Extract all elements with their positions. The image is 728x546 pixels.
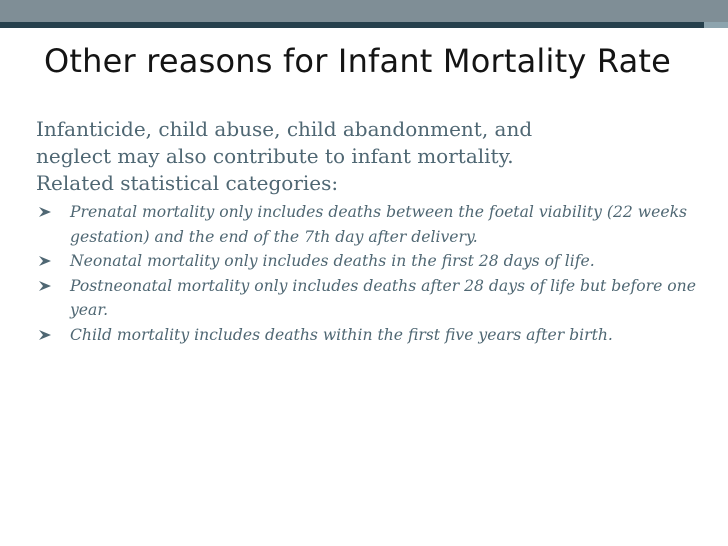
arrowhead-bullet-icon [38,274,60,292]
bullet-text: Postneonatal mortality only includes deaths after 28 days of life but before one year. [70,276,696,319]
intro-line: neglect may also contribute to infant mortality. [36,144,514,168]
accent-stripe [0,22,728,28]
list-item [36,274,696,323]
slide-body [36,116,696,347]
bullet-list [36,200,696,347]
intro-line: Infanticide, child abuse, child abandonment, and [36,117,533,141]
arrowhead-bullet-icon [38,249,60,267]
header-bar [0,0,728,22]
list-item [36,323,696,348]
bullet-text: Neonatal mortality only includes deaths in the first 28 days of life. [70,252,595,270]
arrowhead-bullet-icon [38,323,60,341]
list-item [36,200,696,249]
slide-title: Other reasons for Infant Mortality Rate [44,42,672,80]
intro-line: Related statistical categories: [36,171,339,195]
bullet-text: Child mortality includes deaths within the first five years after birth. [70,325,613,344]
intro-paragraph [36,116,696,197]
list-item [36,249,696,274]
arrowhead-bullet-icon [38,200,60,218]
bullet-text: Prenatal mortality only includes deaths between the foetal viability (22 weeks gestation) and the end of the 7th day after delivery. [70,203,688,246]
